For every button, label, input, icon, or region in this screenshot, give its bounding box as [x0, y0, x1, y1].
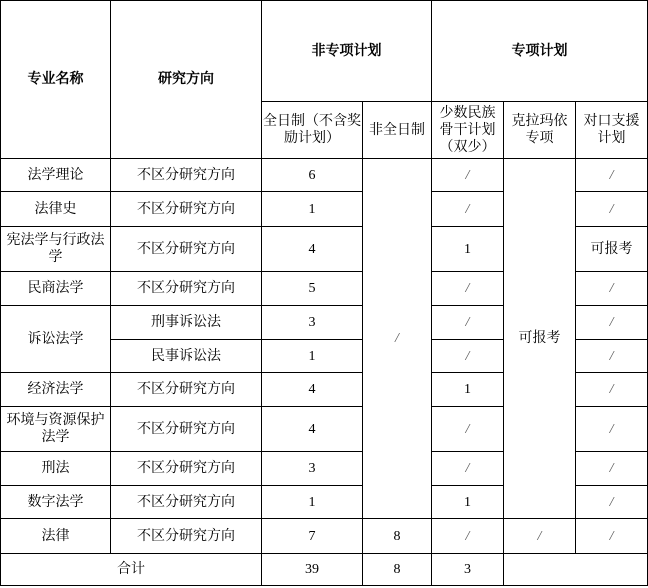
major-name-cell: 宪法学与行政法学 — [1, 227, 111, 272]
minority-cell: / — [432, 519, 504, 554]
header-part-time: 非全日制 — [363, 102, 432, 159]
total-minority: 3 — [432, 554, 504, 586]
full-time-cell: 1 — [262, 486, 363, 519]
support-cell: / — [576, 340, 648, 373]
header-special-plan: 专项计划 — [432, 1, 648, 102]
support-cell: / — [576, 159, 648, 192]
header-support-plan: 对口支援计划 — [576, 102, 648, 159]
major-name-cell: 数字法学 — [1, 486, 111, 519]
full-time-cell: 4 — [262, 373, 363, 407]
header-direction: 研究方向 — [111, 1, 262, 159]
direction-cell: 刑事诉讼法 — [111, 306, 262, 340]
full-time-cell: 4 — [262, 227, 363, 272]
direction-cell: 不区分研究方向 — [111, 227, 262, 272]
full-time-cell: 4 — [262, 407, 363, 452]
major-name-cell: 法律史 — [1, 192, 111, 227]
major-name-cell: 法学理论 — [1, 159, 111, 192]
full-time-cell: 1 — [262, 192, 363, 227]
header-full-time: 全日制（不含奖励计划） — [262, 102, 363, 159]
table-row — [1, 159, 648, 192]
total-label: 合计 — [1, 554, 262, 586]
minority-cell: / — [432, 452, 504, 486]
support-cell: / — [576, 192, 648, 227]
support-cell: / — [576, 486, 648, 519]
table-row-law — [1, 519, 648, 554]
support-cell: / — [576, 373, 648, 407]
full-time-cell: 3 — [262, 306, 363, 340]
major-name-cell: 诉讼法学 — [1, 306, 111, 373]
major-name-cell: 经济法学 — [1, 373, 111, 407]
total-full-time: 39 — [262, 554, 363, 586]
full-time-cell: 6 — [262, 159, 363, 192]
major-name-cell: 环境与资源保护法学 — [1, 407, 111, 452]
support-cell: / — [576, 519, 648, 554]
direction-cell: 不区分研究方向 — [111, 272, 262, 306]
minority-cell: 1 — [432, 486, 504, 519]
major-name-cell: 民商法学 — [1, 272, 111, 306]
header-major: 专业名称 — [1, 1, 111, 159]
support-cell: / — [576, 306, 648, 340]
support-cell: 可报考 — [576, 227, 648, 272]
direction-cell: 不区分研究方向 — [111, 159, 262, 192]
minority-cell: / — [432, 340, 504, 373]
full-time-cell: 1 — [262, 340, 363, 373]
header-minority-plan: 少数民族骨干计划（双少） — [432, 102, 504, 159]
direction-cell: 不区分研究方向 — [111, 407, 262, 452]
direction-cell: 不区分研究方向 — [111, 452, 262, 486]
total-empty-cell — [504, 554, 648, 586]
major-name-cell: 刑法 — [1, 452, 111, 486]
major-name-cell: 法律 — [1, 519, 111, 554]
direction-cell: 不区分研究方向 — [111, 192, 262, 227]
minority-cell: / — [432, 407, 504, 452]
support-cell: / — [576, 452, 648, 486]
header-karamay-plan: 克拉玛依专项 — [504, 102, 576, 159]
total-part-time: 8 — [363, 554, 432, 586]
full-time-cell: 5 — [262, 272, 363, 306]
minority-cell: / — [432, 272, 504, 306]
karamay-cell: / — [504, 519, 576, 554]
minority-cell: / — [432, 159, 504, 192]
support-cell: / — [576, 407, 648, 452]
part-time-merged-cell: / — [363, 159, 432, 519]
direction-cell: 不区分研究方向 — [111, 373, 262, 407]
minority-cell: / — [432, 192, 504, 227]
header-non-special-plan: 非专项计划 — [262, 1, 432, 102]
header-row-1 — [1, 1, 648, 102]
direction-cell: 不区分研究方向 — [111, 519, 262, 554]
full-time-cell: 7 — [262, 519, 363, 554]
karamay-merged-cell: 可报考 — [504, 159, 576, 519]
total-row — [1, 554, 648, 586]
part-time-cell: 8 — [363, 519, 432, 554]
minority-cell: / — [432, 306, 504, 340]
minority-cell: 1 — [432, 373, 504, 407]
direction-cell: 不区分研究方向 — [111, 486, 262, 519]
full-time-cell: 3 — [262, 452, 363, 486]
support-cell: / — [576, 272, 648, 306]
direction-cell: 民事诉讼法 — [111, 340, 262, 373]
minority-cell: 1 — [432, 227, 504, 272]
